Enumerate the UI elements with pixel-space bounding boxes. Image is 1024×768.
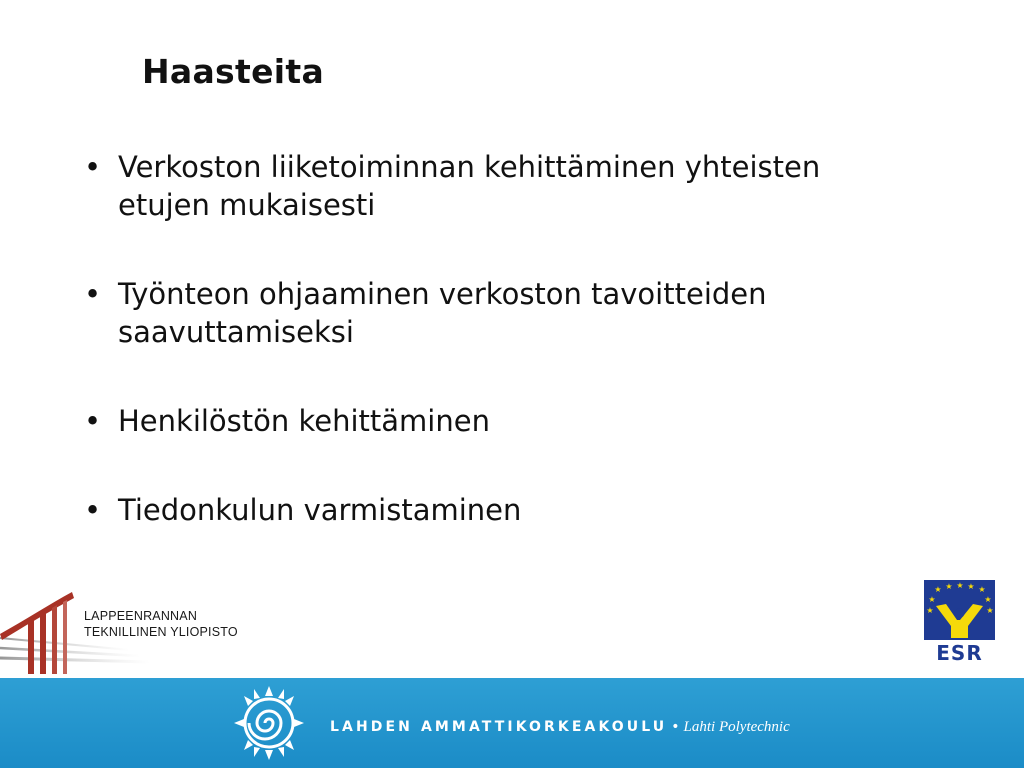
svg-text:★: ★ (928, 595, 936, 604)
lut-line2: TEKNILLINEN YLIOPISTO (84, 625, 238, 639)
footer-name: LAHDEN AMMATTIKORKEAKOULU (330, 719, 668, 735)
svg-text:★: ★ (984, 595, 992, 604)
svg-text:★: ★ (926, 606, 934, 615)
bullet-text-line: saavuttamiseksi (118, 315, 354, 349)
svg-text:★: ★ (956, 581, 964, 590)
svg-text:ESR: ESR (936, 641, 983, 664)
bullet-marker: • (84, 404, 102, 438)
svg-text:★: ★ (967, 582, 975, 591)
bullet-marker: • (84, 493, 102, 527)
bullet-text-line: Verkoston liiketoiminnan kehittäminen yhteisten (118, 150, 821, 184)
spiral-sun-logo-icon (232, 684, 306, 762)
svg-text:★: ★ (986, 606, 994, 615)
esr-eu-logo-icon (924, 580, 995, 664)
bullet-marker: • (84, 150, 102, 184)
svg-text:★: ★ (945, 582, 953, 591)
bullet-text-line: Henkilöstön kehittäminen (118, 404, 490, 438)
footer-separator: • (671, 719, 680, 735)
bullet-text-line: Työnteon ohjaaminen verkoston tavoitteiden (118, 277, 767, 311)
lut-line1: LAPPEENRANNAN (84, 609, 198, 623)
svg-text:★: ★ (934, 585, 942, 594)
bullet-item (80, 402, 980, 440)
bullet-item (80, 148, 980, 224)
bullet-item (80, 275, 980, 351)
svg-text:★: ★ (978, 585, 986, 594)
bullet-text-line: etujen mukaisesti (118, 188, 376, 222)
footer-subtitle: Lahti Polytechnic (683, 719, 790, 735)
bullet-item (80, 491, 980, 529)
bullet-text-line: Tiedonkulun varmistaminen (118, 493, 522, 527)
footer-band (0, 678, 1024, 768)
slide-title: Haasteita (142, 52, 325, 91)
bullet-list (80, 148, 980, 529)
footer-institution (330, 716, 790, 736)
lut-logo-text (84, 608, 238, 640)
bullet-marker: • (84, 277, 102, 311)
